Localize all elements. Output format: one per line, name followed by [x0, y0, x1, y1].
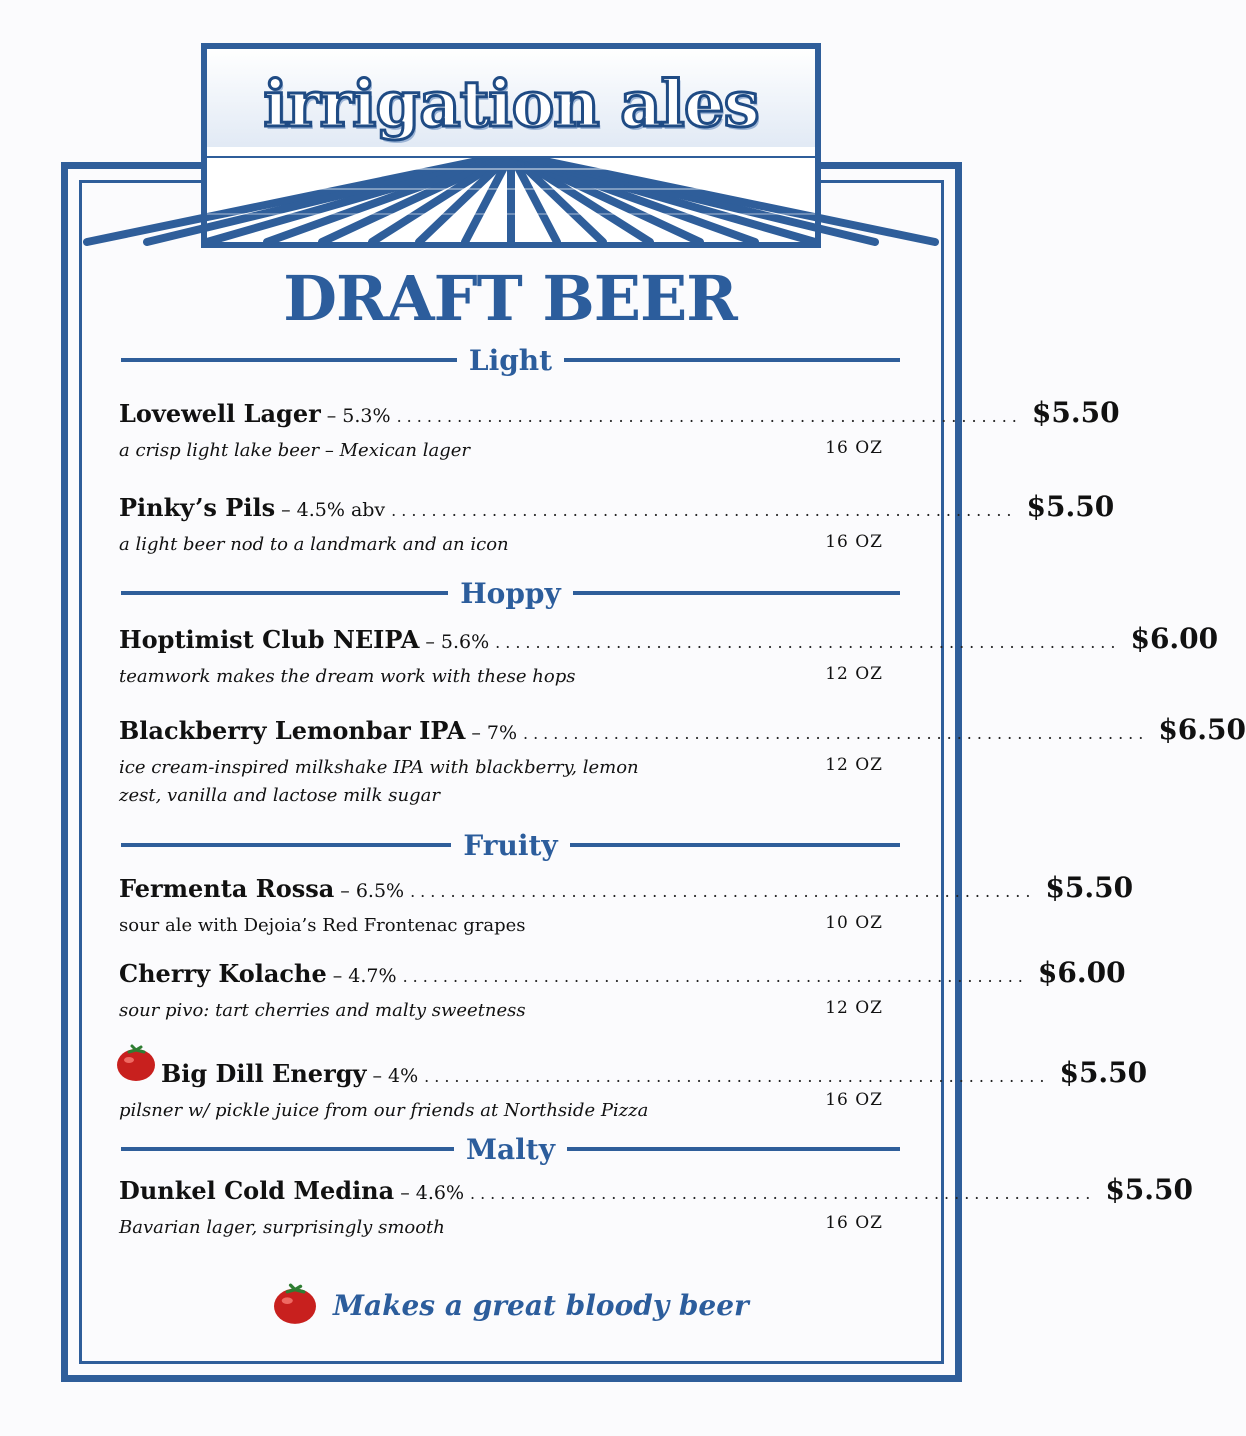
section-rule [573, 591, 900, 595]
item-description: teamwork makes the dream work with these hops [119, 666, 576, 687]
item-price: $5.50 [1105, 1173, 1194, 1206]
item-price: $5.50 [1026, 490, 1115, 523]
item-description: pilsner w/ pickle juice from our friends at Northside Pizza [119, 1100, 649, 1121]
tomato-icon [115, 1044, 157, 1086]
item-description: Bavarian lager, surprisingly smooth [119, 1217, 445, 1238]
section-header-light [121, 345, 900, 375]
dot-leader: .............................................................. [470, 1184, 1096, 1203]
item-price: $5.50 [1031, 396, 1120, 429]
item-description: a crisp light lake beer – Mexican lager [119, 440, 470, 461]
item-description: ice cream-inspired milkshake IPA with blackberry, lemon zest, vanilla and lactose milk sugar [119, 757, 639, 806]
item-description: sour ale with Dejoia’s Red Frontenac grapes [119, 915, 526, 936]
item-abv: – 7% [471, 722, 517, 744]
item-name: Fermenta Rossa [119, 874, 335, 903]
item-name: Hoptimist Club NEIPA [119, 625, 420, 654]
section-rule [570, 843, 900, 847]
section-rule [121, 1147, 454, 1151]
section-label: Fruity [463, 828, 558, 862]
section-rule [121, 591, 448, 595]
section-label: Light [468, 343, 553, 377]
menu-item [119, 956, 1126, 1025]
item-price: $6.00 [1037, 956, 1126, 989]
item-size: 12 OZ [825, 998, 883, 1018]
item-price: $6.50 [1158, 713, 1246, 746]
item-abv: – 6.5% [340, 880, 405, 902]
section-header-fruity [121, 830, 900, 860]
item-size: 16 OZ [825, 1213, 883, 1233]
item-abv: – 4% [372, 1065, 419, 1087]
item-abv: – 4.6% [400, 1182, 464, 1204]
item-description: a light beer nod to a landmark and an icon [119, 534, 509, 555]
item-name: Big Dill Energy [161, 1059, 367, 1088]
section-rule [121, 358, 457, 362]
dot-leader: .............................................................. [391, 501, 1017, 520]
brand-wordmark: irrigation ales [263, 67, 759, 142]
item-name: Pinky’s Pils [119, 493, 276, 522]
item-size: 16 OZ [825, 438, 883, 458]
item-size: 12 OZ [825, 755, 883, 775]
item-size: 12 OZ [825, 664, 883, 684]
tomato-icon [271, 1283, 319, 1332]
dot-leader: .............................................................. [410, 882, 1036, 901]
item-size: 10 OZ [825, 913, 883, 933]
section-label: Hoppy [460, 576, 561, 610]
dot-leader: .............................................................. [424, 1067, 1050, 1086]
item-price: $5.50 [1059, 1056, 1148, 1089]
menu-item [119, 622, 1219, 691]
menu-item [119, 396, 1120, 465]
dot-leader: .............................................................. [523, 724, 1149, 743]
footer-note-text: Makes a great bloody beer [332, 1289, 749, 1322]
item-name: Lovewell Lager [119, 399, 321, 428]
section-header-hoppy [121, 578, 900, 608]
dot-leader: .............................................................. [402, 967, 1028, 986]
menu-item [119, 871, 1134, 940]
item-name: Dunkel Cold Medina [119, 1176, 395, 1205]
item-abv: – 4.5% abv [281, 499, 386, 521]
item-abv: – 5.6% [425, 631, 490, 653]
section-label: Malty [466, 1132, 555, 1166]
section-rule [567, 1147, 900, 1151]
section-rule [121, 843, 451, 847]
footer-note [0, 1283, 1020, 1332]
menu-item [115, 1044, 1148, 1125]
item-size: 16 OZ [825, 532, 883, 552]
item-abv: – 4.7% [332, 965, 397, 987]
item-size: 16 OZ [825, 1090, 883, 1110]
section-header-malty [121, 1134, 900, 1164]
item-name: Blackberry Lemonbar IPA [119, 716, 466, 745]
item-name: Cherry Kolache [119, 959, 327, 988]
dot-leader: .............................................................. [396, 407, 1022, 426]
menu-item [119, 713, 1246, 810]
menu-item [119, 490, 1115, 559]
dot-leader: .............................................................. [495, 633, 1121, 652]
item-abv: – 5.3% [326, 405, 391, 427]
item-price: $5.50 [1045, 871, 1134, 904]
brand-logo [201, 43, 821, 248]
item-price: $6.00 [1130, 622, 1219, 655]
item-description: sour pivo: tart cherries and malty sweetness [119, 1000, 526, 1021]
page-title: DRAFT BEER [283, 262, 737, 335]
menu-item [119, 1173, 1194, 1242]
section-rule [564, 358, 900, 362]
